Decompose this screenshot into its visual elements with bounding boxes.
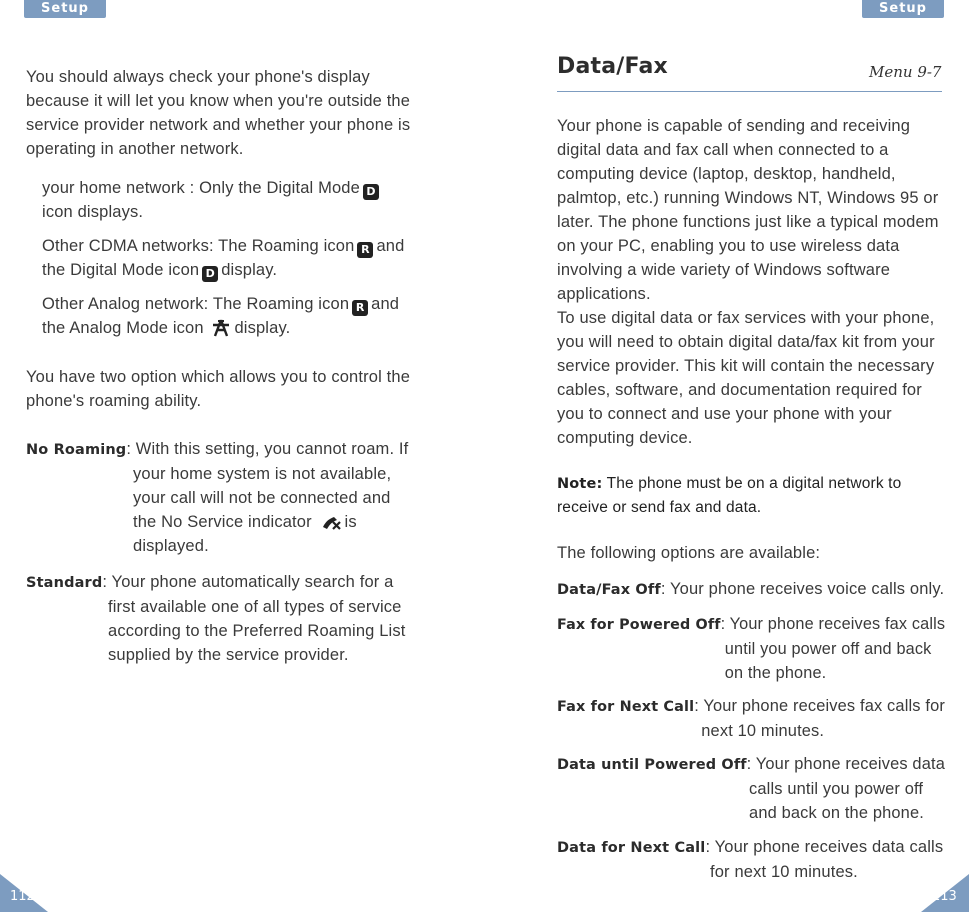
text-line: you will need to obtain digital data/fax kit from your (557, 333, 935, 351)
menu-reference: Menu 9-7 (869, 63, 942, 81)
text-line: service provider. This kit will contain the necessary (557, 357, 935, 375)
text-line: digital data and fax call when connected to a (557, 141, 889, 159)
option-data-until-powered-off (557, 752, 945, 825)
term-label: Standard (26, 575, 103, 591)
text-line: phone's roaming ability. (26, 392, 202, 410)
digital-mode-icon: D (202, 266, 218, 282)
text-line: Other Analog network: The Roaming icon (42, 295, 350, 313)
text-line: Your phone is capable of sending and receiving (557, 117, 911, 135)
note-box (557, 472, 901, 520)
section-tab-left: Setup (24, 0, 106, 18)
text-line: You should always check your phone's display (26, 68, 370, 86)
term-label: No Roaming (26, 442, 127, 458)
bullet-home-network (42, 176, 382, 224)
definition-text: supplied by the service provider. (108, 646, 349, 664)
text-line: operating in another network. (26, 140, 244, 158)
bullet-analog-network (42, 292, 399, 340)
text-line: To use digital data or fax services with your phone, (557, 309, 935, 327)
page-title: Data/Fax (557, 54, 668, 79)
roaming-option-intro (26, 365, 410, 413)
section-tab-right: Setup (862, 0, 944, 18)
definition-text: is (344, 513, 357, 531)
option-data-fax-off (557, 577, 944, 602)
definition-text: according to the Preferred Roaming List (108, 622, 406, 640)
term-label: Data for Next Call (557, 840, 706, 856)
definition-text: : Your phone receives fax calls (720, 615, 946, 633)
text-line: computing device (laptop, desktop, handheld, (557, 165, 896, 183)
definition-text: on the phone. (724, 664, 827, 682)
definition-text: : Your phone receives voice calls only. (660, 580, 945, 598)
note-text: The phone must be on a digital network to (606, 475, 902, 492)
option-fax-for-powered-off (557, 612, 945, 685)
text-line: on your PC, enabling you to use wireless data (557, 237, 900, 255)
text-line: computing device. (557, 429, 693, 447)
definition-text: : Your phone receives data calls (705, 838, 944, 856)
option-fax-for-next-call (557, 694, 945, 743)
text-fragment: and (376, 237, 405, 255)
analog-antenna-icon (211, 319, 231, 337)
text-line: icon displays. (42, 203, 144, 221)
text-fragment: display. (234, 319, 291, 337)
digital-mode-icon: D (363, 184, 379, 200)
option-no-roaming (26, 437, 408, 558)
text-line: because it will let you know when you're outside the (26, 92, 411, 110)
roaming-icon: R (357, 242, 373, 258)
definition-text: the No Service indicator (133, 513, 312, 531)
definition-text: calls until you power off (749, 780, 924, 798)
heading-divider (557, 91, 942, 92)
text-line: applications. (557, 285, 651, 303)
definition-text: your call will not be connected and (133, 489, 391, 507)
roaming-icon: R (352, 300, 368, 316)
page-number-left: 112 (10, 889, 35, 904)
text-line: Other CDMA networks: The Roaming icon (42, 237, 355, 255)
page-number-right: 113 (932, 889, 957, 904)
note-text: receive or send fax and data. (557, 499, 762, 516)
definition-text: first available one of all types of service (108, 598, 402, 616)
text-fragment: the Digital Mode icon (42, 261, 200, 279)
no-service-icon (320, 513, 342, 531)
definition-text: your home system is not available, (133, 465, 392, 483)
text-line: palmtop, etc.) running Windows NT, Windows 95 or (557, 189, 939, 207)
text-line: you to connect and use your phone with your (557, 405, 892, 423)
term-label: Data until Powered Off (557, 757, 747, 773)
bullet-cdma-networks (42, 234, 404, 282)
option-data-for-next-call (557, 835, 943, 884)
option-standard (26, 570, 406, 667)
text-line: You have two option which allows you to control the (26, 368, 411, 386)
definition-text: : Your phone automatically search for a (102, 573, 394, 591)
definition-text: : With this setting, you cannot roam. If (126, 440, 409, 458)
data-fax-description (557, 114, 939, 450)
text-line: your home network : Only the Digital Mode (42, 179, 360, 197)
definition-text: until you power off and back (724, 640, 932, 658)
definition-text: : Your phone receives data (746, 755, 945, 773)
term-label: Data/Fax Off (557, 582, 661, 598)
definition-text: : Your phone receives fax calls for (694, 697, 945, 715)
text-fragment: the Analog Mode icon (42, 319, 204, 337)
text-fragment: display. (221, 261, 278, 279)
term-label: Fax for Next Call (557, 699, 695, 715)
text-line: later. The phone functions just like a typical modem (557, 213, 939, 231)
definition-text: displayed. (133, 537, 209, 555)
note-label: Note: (557, 476, 603, 492)
definition-text: and back on the phone. (749, 804, 924, 822)
text-line: cables, software, and documentation required for (557, 381, 922, 399)
options-intro: The following options are available: (557, 544, 821, 562)
definition-text: for next 10 minutes. (710, 863, 858, 881)
definition-text: next 10 minutes. (701, 722, 825, 740)
text-line: involving a wide variety of Windows software (557, 261, 891, 279)
term-label: Fax for Powered Off (557, 617, 721, 633)
left-intro-paragraph (26, 65, 410, 161)
text-fragment: and (371, 295, 400, 313)
text-line: service provider network and whether your phone is (26, 116, 411, 134)
